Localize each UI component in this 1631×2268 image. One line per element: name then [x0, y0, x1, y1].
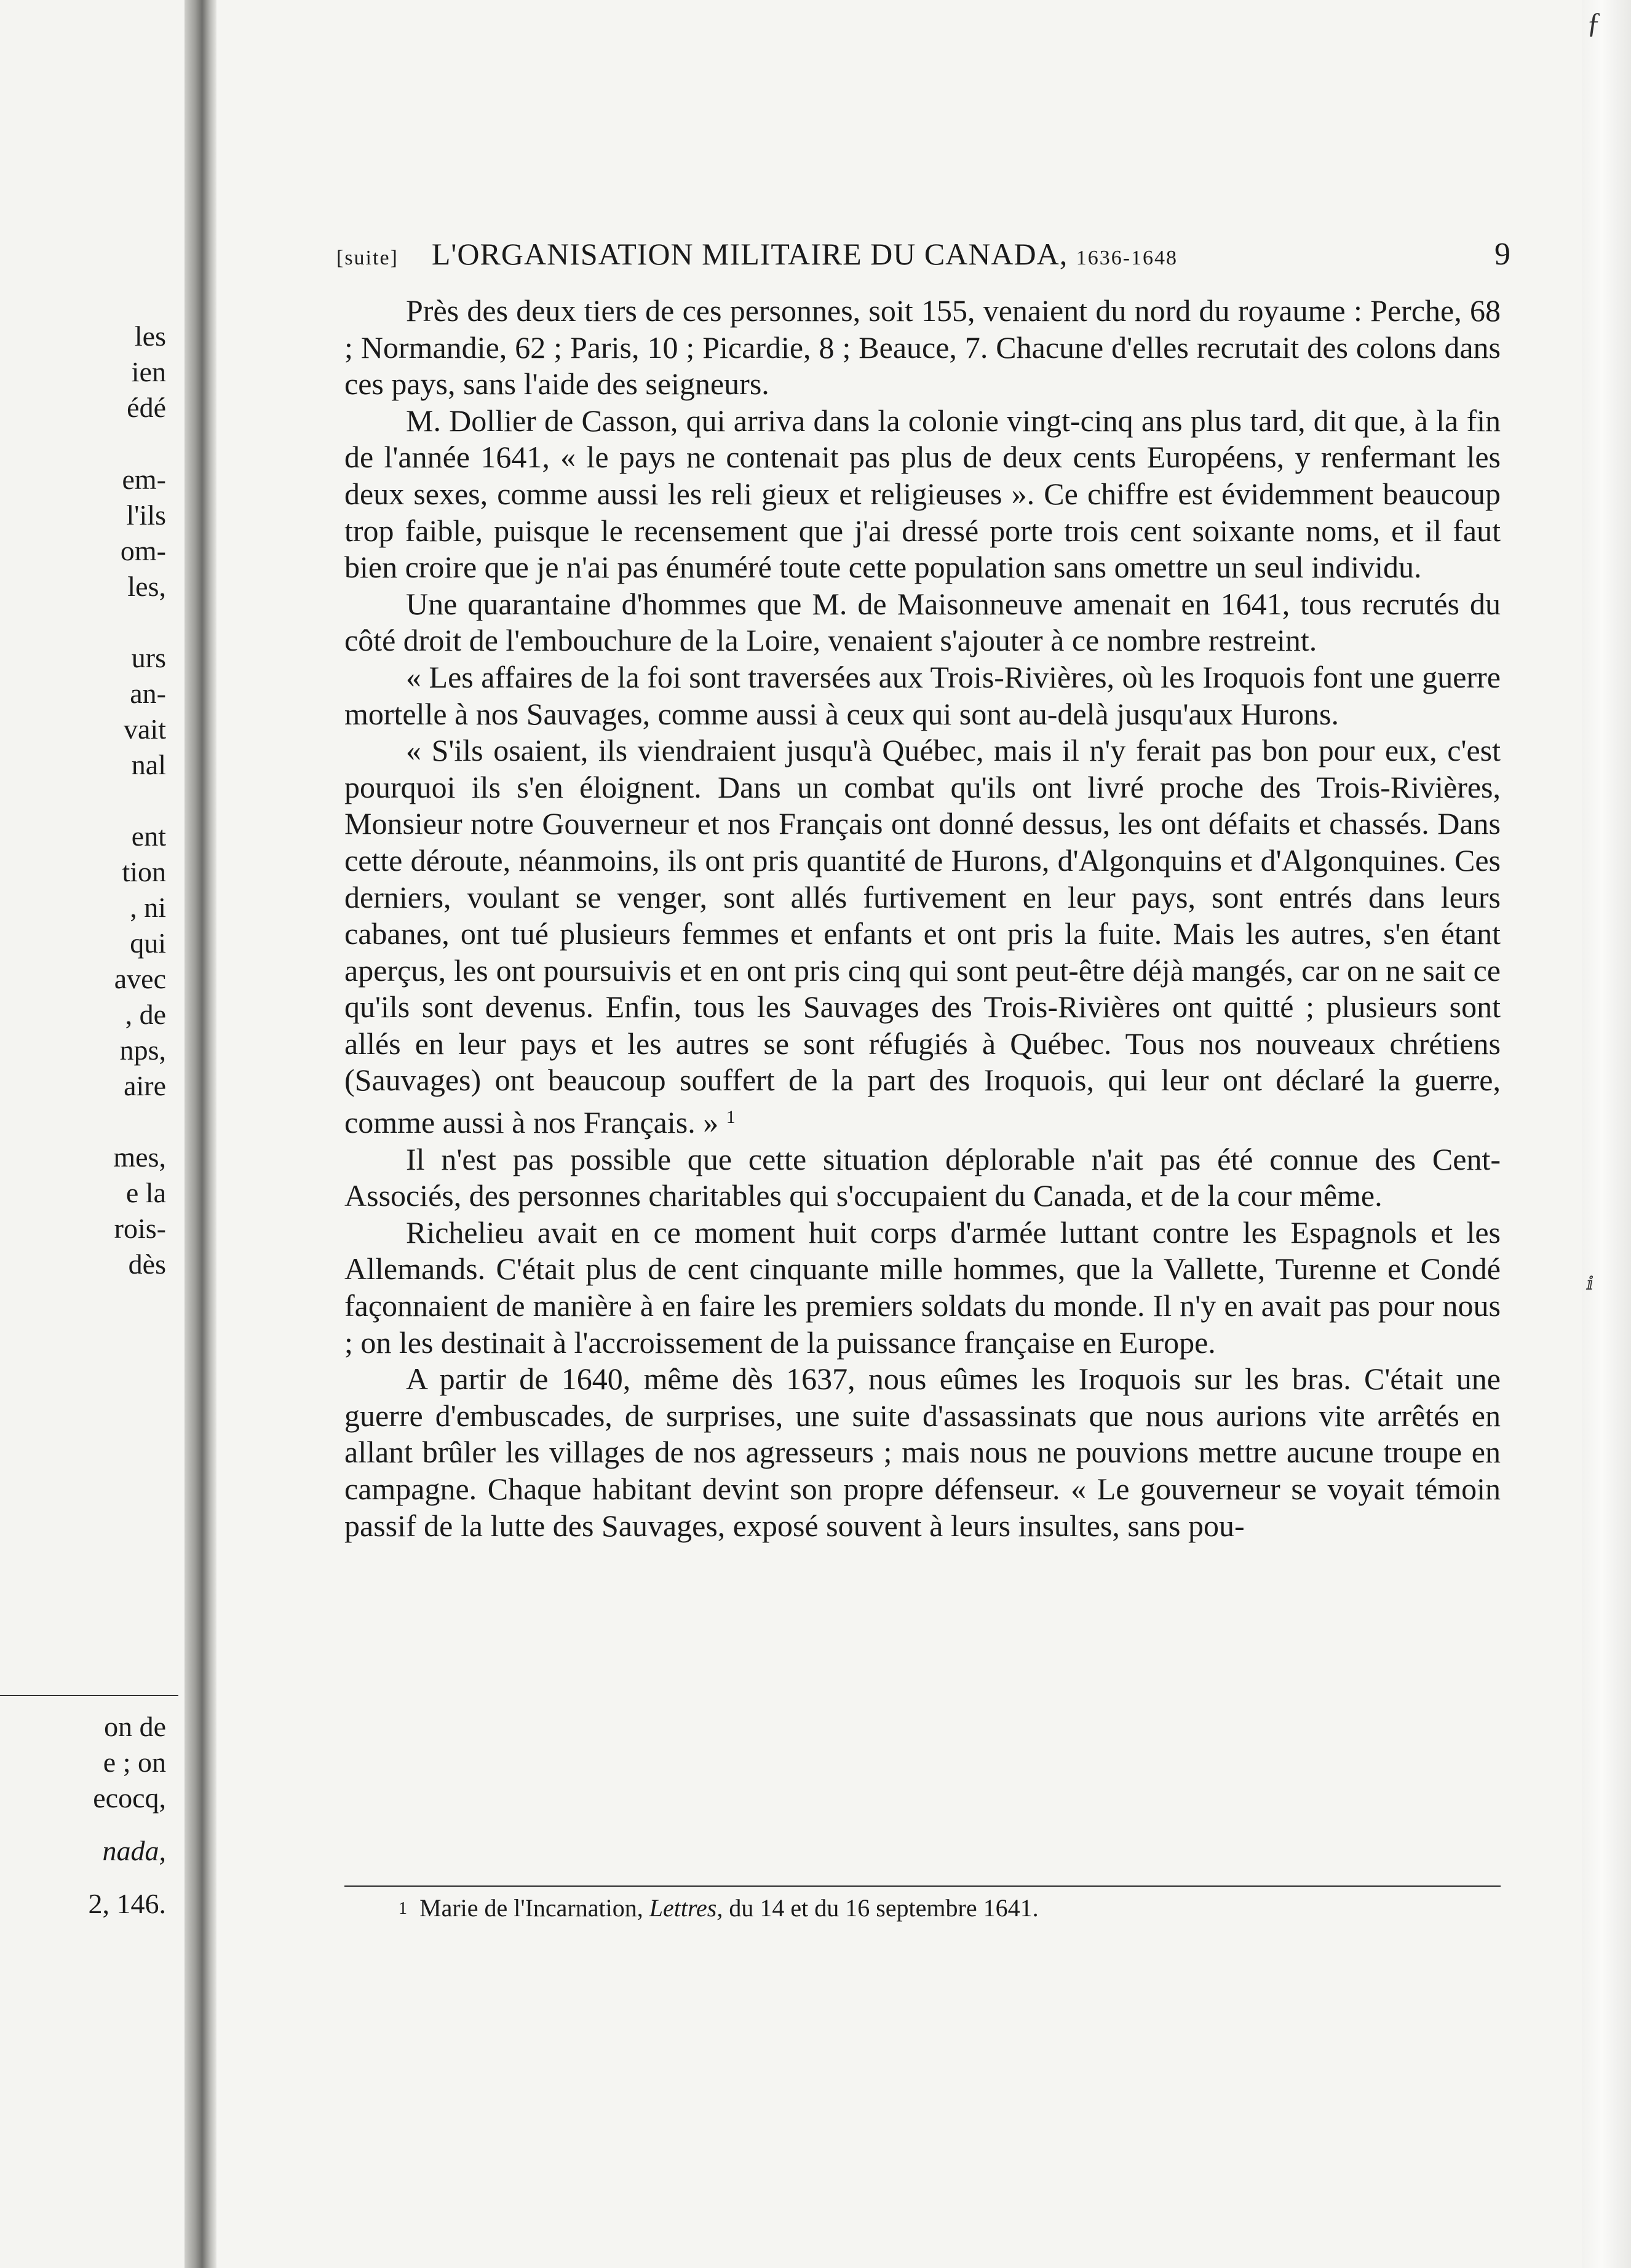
- footnote-reference: 1: [726, 1107, 736, 1128]
- body-text: [344, 293, 1501, 1544]
- left-page-fragment: , ni: [130, 892, 166, 923]
- left-page-fragment: on de: [104, 1711, 166, 1742]
- left-page-fragment: les,: [127, 571, 166, 602]
- left-page-fragment: an-: [130, 678, 166, 709]
- left-page-fragment: nal: [131, 749, 166, 780]
- left-page-fragment: qui: [130, 927, 166, 959]
- running-title: [336, 236, 1178, 272]
- left-page-fragment: l'ils: [126, 499, 166, 531]
- paragraph-with-footnote: [344, 732, 1501, 1141]
- left-page-fragment: , de: [125, 999, 166, 1030]
- left-page-fragment: dès: [128, 1248, 166, 1280]
- book-page: [216, 0, 1582, 2268]
- left-page-fragment: mes,: [113, 1141, 166, 1173]
- running-header: [336, 236, 1511, 279]
- book-gutter: [185, 0, 216, 2268]
- paragraph: M. Dollier de Casson, qui arriva dans la colonie vingt-cinq ans plus tard, dit que, à la fin de l'année 1641, « le pays ne contenait pas plus de deux cents Européens, y renfermant les deux sexes, comme aussi les reli gieux et religieuses ». Ce chiffre est évidemment beaucoup trop faible, puisque le recensement que j'ai dressé porte trois cent soixante noms, et il faut bien croire que je n'ai pas énuméré toute cette population sans omettre un seul individu.: [344, 403, 1501, 585]
- header-title: L'ORGANISATION MILITAIRE DU CANADA,: [431, 237, 1068, 271]
- footnote-number: 1: [399, 1899, 407, 1918]
- footnote-rule: [344, 1885, 1501, 1887]
- left-page-fragment: les: [134, 320, 166, 352]
- suite-label: [suite]: [336, 247, 399, 269]
- left-page-fragment: tion: [122, 856, 166, 887]
- footnote-work: Lettres,: [649, 1894, 723, 1922]
- left-page-fragment: 2, 146.: [88, 1888, 166, 1919]
- right-page-edge: [1582, 0, 1631, 2268]
- page-number: 9: [1494, 237, 1511, 272]
- header-years: 1636-1648: [1076, 247, 1178, 269]
- left-page-fragment: rois-: [114, 1213, 166, 1244]
- left-page-fragment: om-: [120, 535, 166, 566]
- edge-mark: ⅈ: [1587, 1274, 1594, 1294]
- left-page-fragment: édé: [127, 392, 166, 423]
- paragraph: « Les affaires de la foi sont traversées aux Trois-Rivières, où les Iroquois font une guerre mortelle à nos Sauvages, comme aussi à ceux qui sont au-delà jusqu'aux Hurons.: [344, 659, 1501, 731]
- paragraph: Il n'est pas possible que cette situation déplorable n'ait pas été connue des Cent-Associés, des personnes charitables qui s'occupaient du Canada, et de la cour même.: [344, 1141, 1501, 1213]
- left-page-fragment: nada,: [102, 1835, 166, 1866]
- paragraph: Près des deux tiers de ces personnes, soit 155, venaient du nord du royaume : Perche, 68 ; Normandie, 62 ; Paris, 10 ; Picardie, 8 ; Beauce, 7. Chacune d'elles recrutait des colons dans ces pays, sans l'aide des seigneurs.: [344, 293, 1501, 402]
- left-page-fragment: e la: [125, 1177, 166, 1208]
- left-page-fragment: ien: [131, 356, 166, 387]
- paragraph: Une quarantaine d'hommes que M. de Maisonneuve amenait en 1641, tous recrutés du côté droit de l'embouchure de la Loire, venaient s'ajouter à ce nombre restreint.: [344, 586, 1501, 658]
- left-page-fragment: ecocq,: [93, 1782, 166, 1814]
- left-page-fragment: aire: [124, 1070, 166, 1101]
- left-page-fragment: ent: [131, 820, 166, 852]
- left-page-fragment: urs: [131, 642, 166, 673]
- paragraph: Richelieu avait en ce moment huit corps d'armée luttant contre les Espagnols et les Allemands. C'était plus de cent cinquante mille hommes, que la Vallette, Turenne et Condé façonnaient de manière à en faire les premiers soldats du monde. Il n'y en avait pas pour nous ; on les destinait à l'accroissement de la puissance française en Europe.: [344, 1215, 1501, 1360]
- edge-mark: ƒ: [1587, 7, 1601, 39]
- left-page-fragment: e ; on: [103, 1747, 166, 1778]
- left-page-fragment: vait: [124, 713, 166, 745]
- footnote-author: Marie de l'Incarnation,: [419, 1894, 643, 1922]
- left-page-fragment: avec: [114, 963, 166, 994]
- paragraph: A partir de 1640, même dès 1637, nous eûmes les Iroquois sur les bras. C'était une guerre d'embuscades, de surprises, une suite d'assassinats que nous aurions vite arrêtés en allant brûler les villages de nos agresseurs ; mais nous ne pouvions mettre aucune troupe en campagne. Chaque habitant devint son propre défenseur. « Le gouverneur se voyait témoin passif de la lutte des Sauvages, exposé souvent à leurs insultes, sans pou-: [344, 1362, 1501, 1543]
- left-facing-page: [0, 0, 185, 2268]
- left-page-fragment: em-: [122, 464, 166, 495]
- paragraph-text: « S'ils osaient, ils viendraient jusqu'à Québec, mais il n'y ferait pas bon pour eux, c'est pourquoi ils s'en éloignent. Dans un combat qu'ils ont livré proche des Trois-Rivières, Monsieur notre Gouverneur et nos Français ont donné dessus, les ont défaits et chassés. Dans cette déroute, néanmoins, ils ont pris quantité de Hurons, d'Algonquins et d'Algonquines. Ces derniers, voulant se venger, sont allés furtivement en leur pays, sont entrés dans leurs cabanes, ont tué plusieurs femmes et enfants et ont pris la fuite. Mais les autres, s'en étant aperçus, les ont poursuivis et en ont pris cinq qui sont peut-être déjà mangés, car on ne sait ce qu'ils sont devenus. Enfin, tous les Sauvages des Trois-Rivières ont quitté ; plusieurs sont allés en leur pays et les autres se sont réfugiés à Québec. Tous nos nouveaux chrétiens (Sauvages) ont beaucoup souffert de la part des Iroquois, qui leur ont déclaré la guerre, comme aussi à nos Français. »: [344, 733, 1501, 1140]
- footnote: [399, 1892, 1499, 1925]
- left-page-footnote-rule: [0, 1695, 178, 1696]
- footnote-rest: du 14 et du 16 septembre 1641.: [729, 1894, 1039, 1922]
- left-page-fragment: nps,: [119, 1034, 166, 1066]
